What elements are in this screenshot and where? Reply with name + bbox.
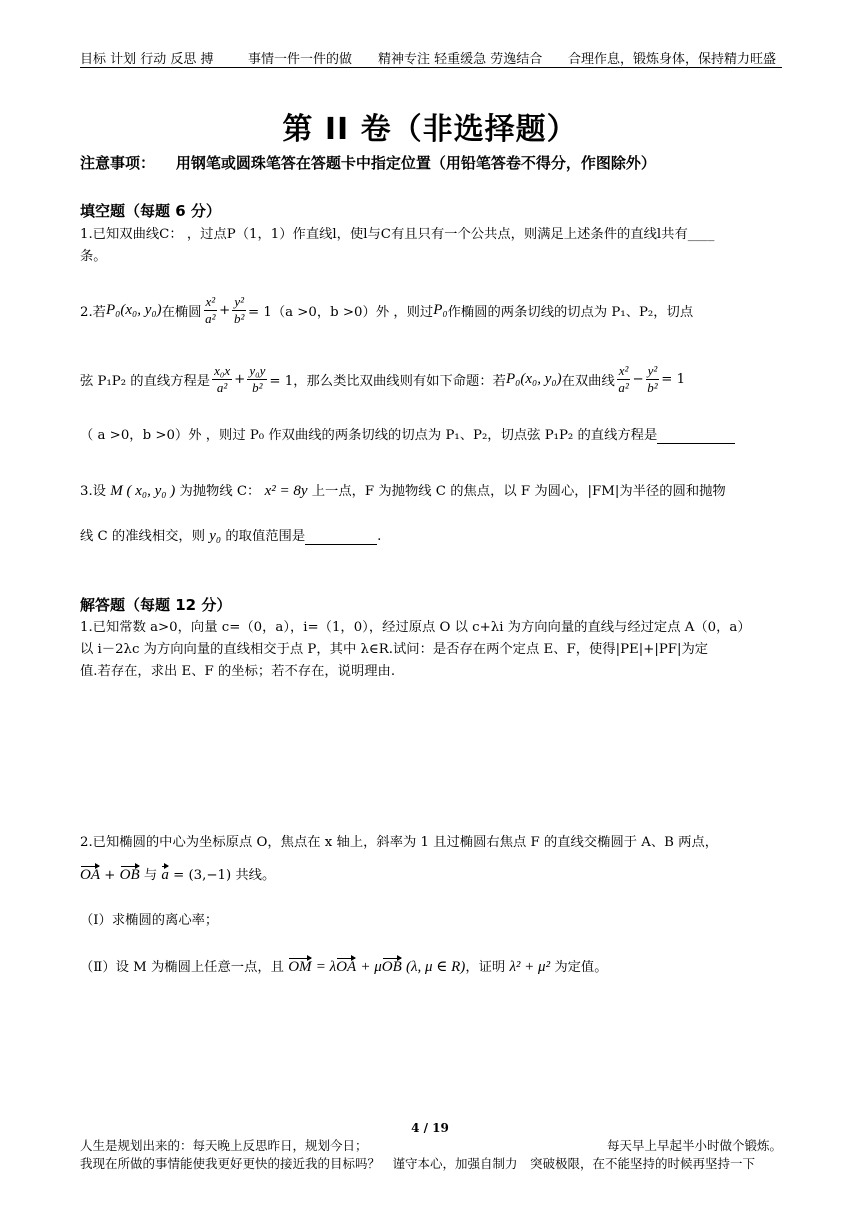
- answer-blank: [305, 529, 377, 545]
- fill-q2-line3: （ a >0，b >0）外 ，则过 P₀ 作双曲线的两条切线的切点为 P₁、P₂，切点弦 P₁P₂ 的直线方程是: [80, 424, 782, 444]
- footer-line-2: 我现在所做的事情能使我更好更快的接近我的目标吗？ 谨守本心，加强自制力 突破极限，在不能坚持的时候再坚持一下: [80, 1156, 756, 1171]
- vector-oa: OA: [80, 867, 100, 883]
- vector-om: OM: [288, 959, 312, 975]
- vector-ob: OB: [119, 867, 140, 883]
- solve-q2-part1: （Ⅰ）求椭圆的离心率；: [80, 913, 219, 928]
- fraction-x2-a2: $\frac{\text{x²}}{\text{a²}}$: [205, 293, 216, 326]
- fill-q2-line2: 弦 P₁P₂ 的直线方程是 $\frac{\text{x₀x}}{\text{a²}}$ + $\frac{\text{y₀y}}{\text{b²}}$ = 1，那么类比双曲线则有如下命题：若 P₀(x₀, y₀) 在双曲线 $\frac{\text{x²}}{\text{a²}}$ − $\frac{\text{y²}}{\text{b²}}$ = 1: [80, 362, 686, 395]
- notice: [80, 152, 782, 173]
- page-number: 4 / 19: [411, 1121, 449, 1135]
- vector-a: a: [161, 867, 169, 883]
- fraction-x2-a2-hyp: $\frac{\text{x²}}{\text{a²}}$: [618, 362, 629, 395]
- footer-line-1: [80, 1136, 782, 1154]
- fraction-x0x-a2: $\frac{\text{x₀x}}{\text{a²}}$: [214, 362, 231, 395]
- vector-ob-2: OB: [381, 959, 402, 975]
- solve-q2-line2: OA + OB 与 a = (3,−1) 共线。: [80, 867, 276, 883]
- solve-q1-line3: 值.若存在，求出 E、F 的坐标；若不存在，说明理由.: [80, 664, 396, 679]
- footer-left: 人生是规划出来的：每天晚上反思昨日，规划今日；: [80, 1138, 368, 1153]
- page-header: [80, 48, 782, 66]
- header-motto-1: 目标 计划 行动 反思 搏: [80, 52, 214, 67]
- fill-q2-line1: 2.若 P₀(x₀, y₀) 在椭圆 $\frac{\text{x²}}{\text{a²}}$ + $\frac{\text{y²}}{\text{b²}}$ = 1（ a >0，b >0）外 ，则过 P₀ 作椭圆的两条切线的切点为 P₁、P₂，切点: [80, 293, 694, 326]
- fraction-y2-b2-hyp: $\frac{\text{y²}}{\text{b²}}$: [647, 362, 658, 395]
- notice-text: 用钢笔或圆珠笔答在答题卡中指定位置（用铅笔答卷不得分，作图除外）: [175, 154, 656, 172]
- solve-q2-part2: （Ⅱ）设 M 为椭圆上任意一点，且 OM = λOA + μOB (λ, μ ∈ R)，证明 λ² + μ² 为定值。: [80, 959, 608, 975]
- solve-q1-line2: 以 i－2λc 为方向向量的直线相交于点 P，其中 λ∈R.试问：是否存在两个定点 E、F，使得|PE|+|PF|为定: [80, 642, 709, 657]
- page-title: 第 II 卷（非选择题）: [282, 112, 578, 147]
- fill-q1-line2: 条。: [80, 249, 107, 264]
- header-rule: [80, 67, 782, 68]
- vector-oa-2: OA: [336, 959, 357, 975]
- fill-q3-line2: 线 C 的准线相交，则 y₀ 的取值范围是 .: [80, 528, 382, 544]
- solve-q1-line1: 1.已知常数 a>0，向量 c=（0，a），i=（1，0），经过原点 O 以 c+λi 为方向向量的直线与经过定点 A（0，a）: [80, 620, 751, 635]
- header-motto-4: 合理作息，锻炼身体，保持精力旺盛: [568, 52, 777, 67]
- fraction-y0y-b2: $\frac{\text{y₀y}}{\text{b²}}$: [249, 362, 266, 395]
- fill-q1-line1: 1.已知双曲线C： ，过点P（1，1）作直线l，使l与C有且只有一个公共点，则满足上述条件的直线l共有____: [80, 227, 715, 242]
- fraction-y2-b2: $\frac{\text{y²}}{\text{b²}}$: [233, 293, 245, 326]
- header-motto-3: 精神专注 轻重缓急 劳逸结合: [378, 52, 543, 67]
- header-motto-2: 事情一件一件的做: [248, 52, 353, 67]
- solve-section-heading: 解答题（每题 12 分）: [80, 596, 232, 614]
- footer-right: 每天早上早起半小时做个锻炼。: [606, 1138, 782, 1153]
- notice-label: 注意事项：: [80, 154, 156, 172]
- fill-q3-line1: 3.设 M ( x₀, y₀ ) 为抛物线 C： x² = 8y 上一点，F 为抛物线 C 的焦点，以 F 为圆心，|FM|为半径的圆和抛物: [80, 483, 726, 499]
- answer-blank: [657, 428, 735, 444]
- fill-section-heading: 填空题（每题 6 分）: [80, 202, 221, 220]
- solve-q2-line1: 2.已知椭圆的中心为坐标原点 O，焦点在 x 轴上，斜率为 1 且过椭圆右焦点 F 的直线交椭圆于 A、B 两点，: [80, 835, 719, 850]
